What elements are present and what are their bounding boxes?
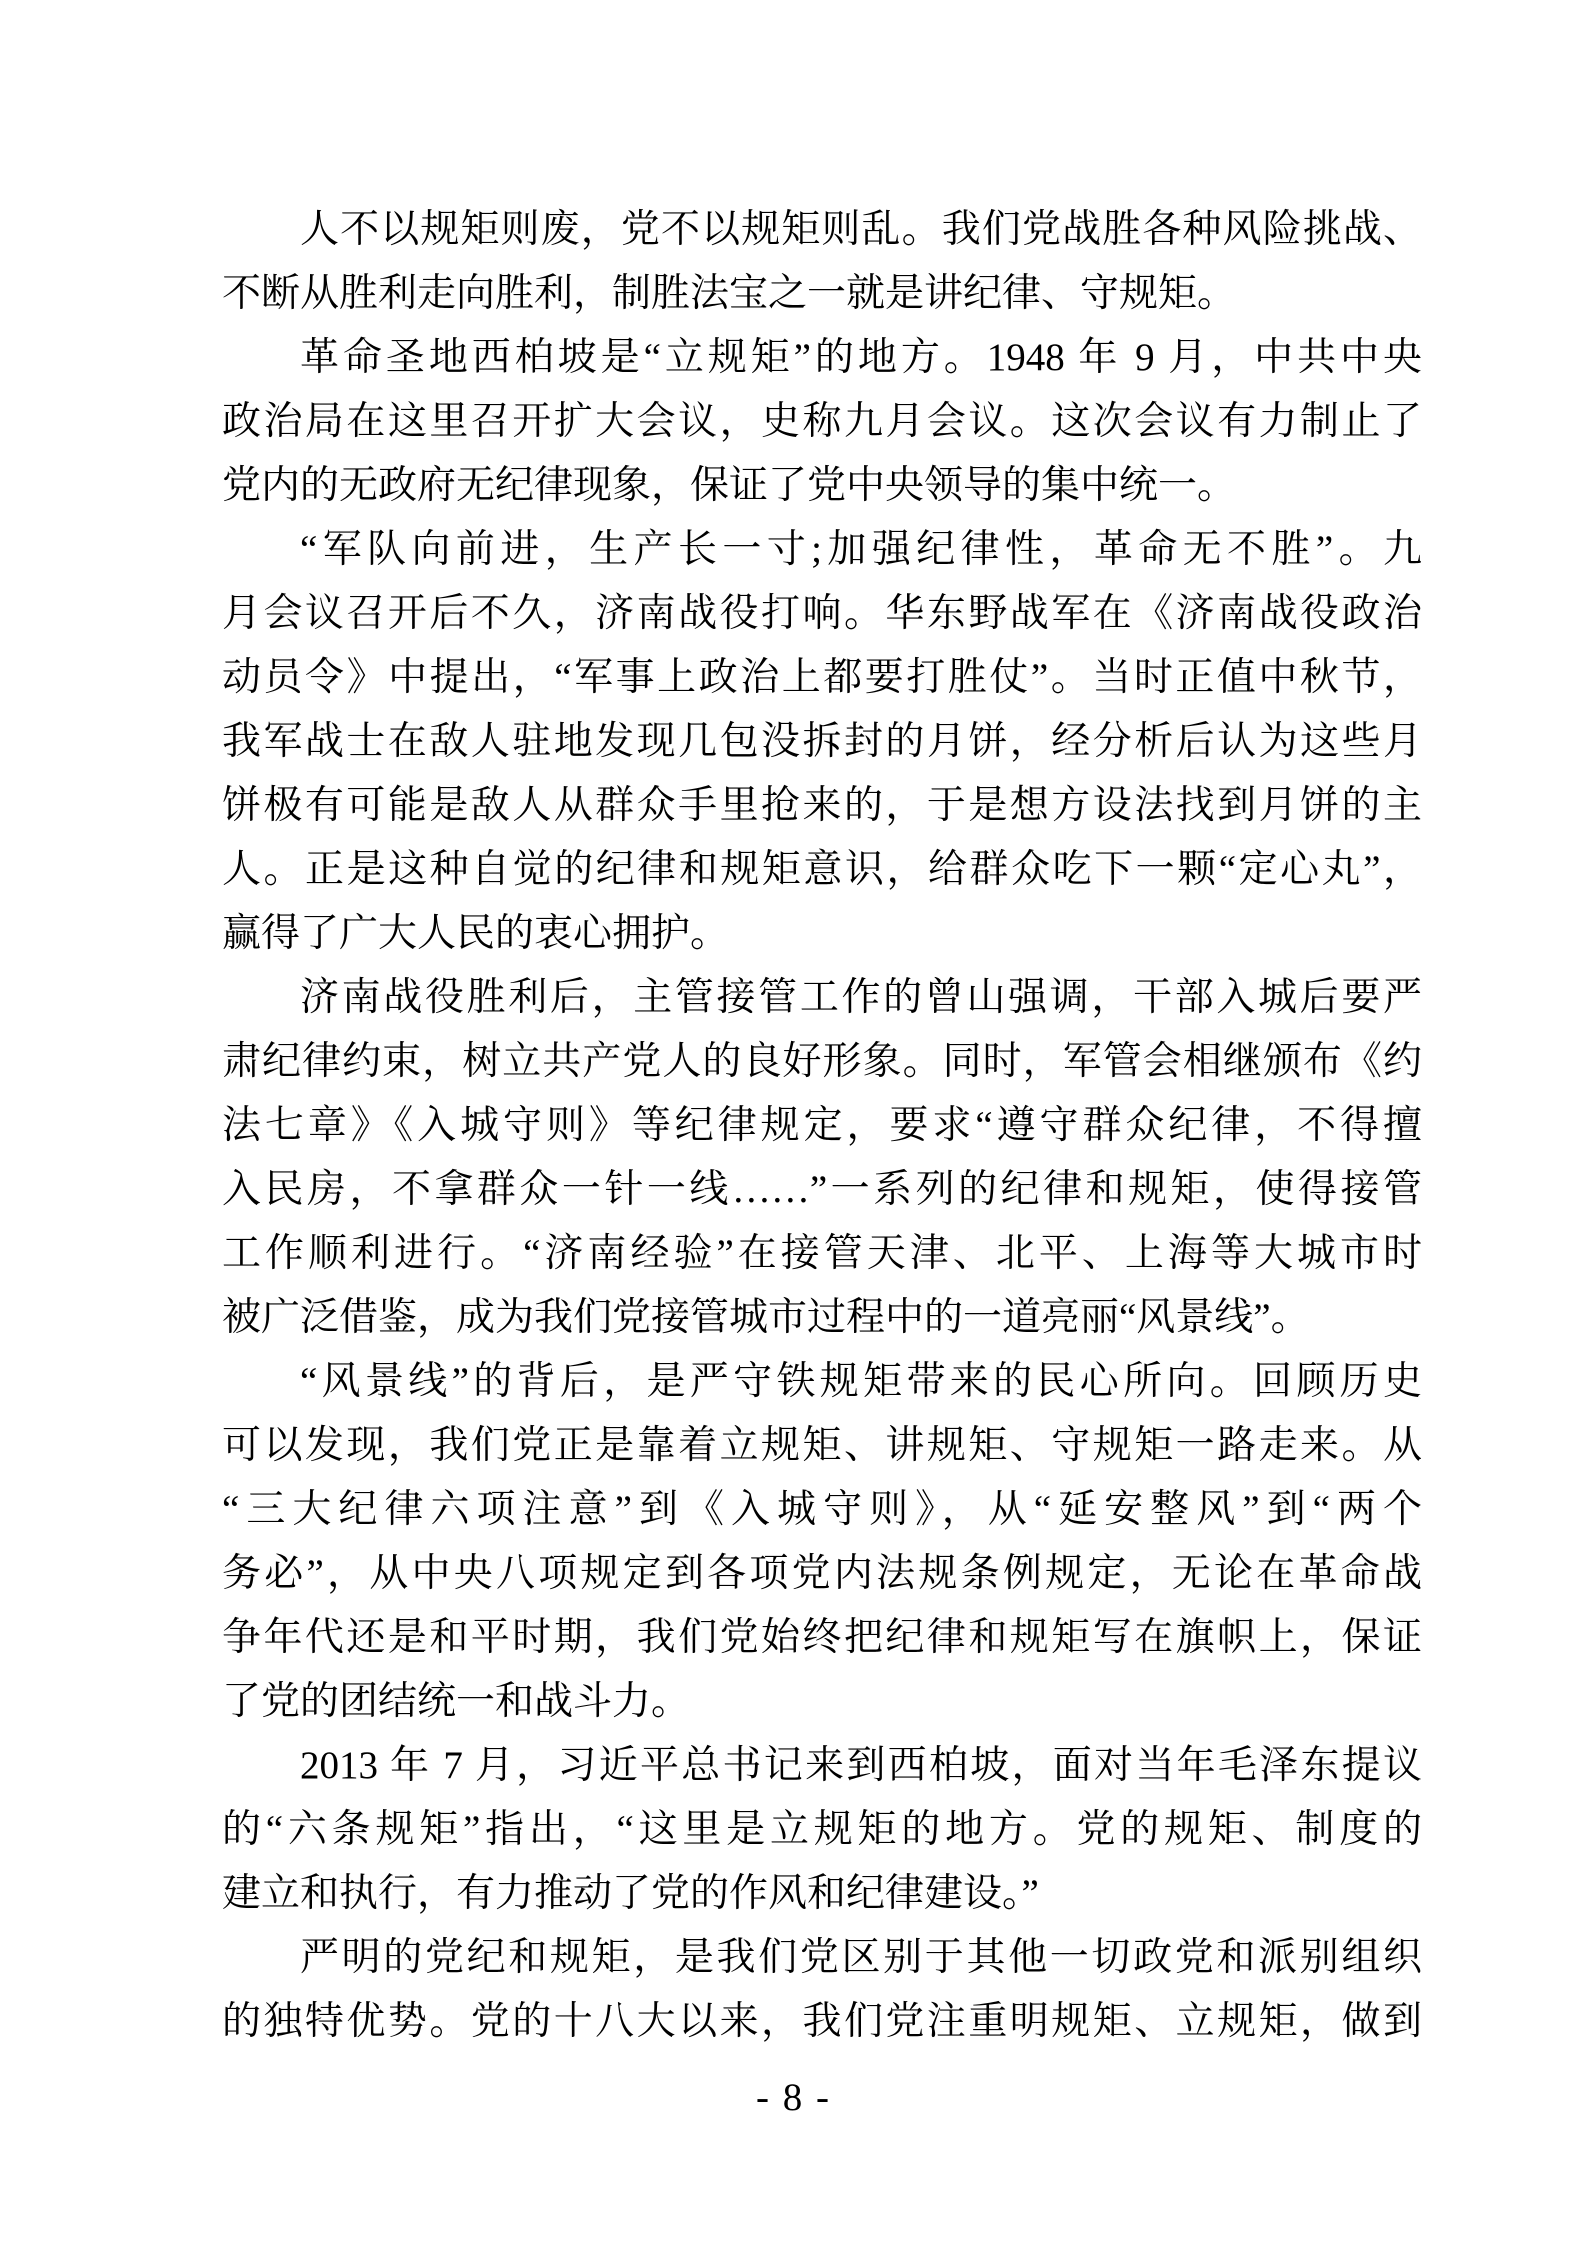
paragraph (222, 1734, 1422, 1926)
text-line: 严明的党纪和规矩，是我们党区别于其他一切政党和派别组织 (300, 1936, 1422, 1979)
paragraph (222, 326, 1422, 518)
text-line: 人。正是这种自觉的纪律和规矩意识，给群众吃下一颗“定心丸”， (222, 848, 1422, 891)
text-line: 党内的无政府无纪律现象，保证了党中央领导的集中统一。 (222, 464, 1237, 507)
text-line: 务必”，从中央八项规定到各项党内法规条例规定，无论在革命战 (222, 1552, 1422, 1595)
text-line: “风景线”的背后，是严守铁规矩带来的民心所向。回顾历史 (300, 1360, 1422, 1403)
text-line: 了党的团结统一和战斗力。 (222, 1680, 691, 1723)
text-line: 的独特优势。党的十八大以来，我们党注重明规矩、立规矩，做到 (222, 2000, 1422, 2043)
page-footer (0, 2072, 1587, 2124)
text-line: “军队向前进，生产长一寸;加强纪律性，革命无不胜”。九 (300, 528, 1422, 571)
text-line: 2013 年 7 月，习近平总书记来到西柏坡，面对当年毛泽东提议 (300, 1744, 1422, 1787)
paragraph (222, 518, 1422, 966)
text-line: 革命圣地西柏坡是“立规矩”的地方。1948 年 9 月，中共中央 (300, 336, 1422, 379)
text-line: 我军战士在敌人驻地发现几包没拆封的月饼，经分析后认为这些月 (222, 720, 1422, 763)
paragraph (222, 198, 1422, 326)
text-line: 肃纪律约束，树立共产党人的良好形象。同时，军管会相继颁布《约 (222, 1040, 1422, 1083)
text-line: 人不以规矩则废，党不以规矩则乱。我们党战胜各种风险挑战、 (300, 208, 1422, 251)
text-line: 建立和执行，有力推动了党的作风和纪律建设。” (222, 1872, 1039, 1915)
page-number: - 8 - (756, 2076, 831, 2119)
text-line: 济南战役胜利后，主管接管工作的曾山强调，干部入城后要严 (300, 976, 1422, 1019)
text-line: 入民房，不拿群众一针一线……”一系列的纪律和规矩，使得接管 (222, 1168, 1422, 1211)
text-line: 被广泛借鉴，成为我们党接管城市过程中的一道亮丽“风景线”。 (222, 1296, 1310, 1339)
paragraph (222, 1350, 1422, 1734)
text-line: 争年代还是和平时期，我们党始终把纪律和规矩写在旗帜上，保证 (222, 1616, 1422, 1659)
text-line: 饼极有可能是敌人从群众手里抢来的，于是想方设法找到月饼的主 (222, 784, 1422, 827)
text-line: 工作顺利进行。“济南经验”在接管天津、北平、上海等大城市时 (222, 1232, 1422, 1275)
text-line: 动员令》中提出，“军事上政治上都要打胜仗”。当时正值中秋节， (222, 656, 1422, 699)
text-line: 月会议召开后不久，济南战役打响。华东野战军在《济南战役政治 (222, 592, 1422, 635)
text-line: 的“六条规矩”指出，“这里是立规矩的地方。党的规矩、制度的 (222, 1808, 1422, 1851)
text-column (222, 198, 1422, 2054)
text-line: 可以发现，我们党正是靠着立规矩、讲规矩、守规矩一路走来。从 (222, 1424, 1422, 1467)
text-line: “三大纪律六项注意”到《入城守则》，从“延安整风”到“两个 (222, 1488, 1422, 1531)
text-line: 赢得了广大人民的衷心拥护。 (222, 912, 730, 955)
paragraph (222, 966, 1422, 1350)
paragraph (222, 1926, 1422, 2054)
text-line: 不断从胜利走向胜利，制胜法宝之一就是讲纪律、守规矩。 (222, 272, 1237, 315)
text-line: 法七章》《入城守则》等纪律规定，要求“遵守群众纪律，不得擅 (222, 1104, 1422, 1147)
text-line: 政治局在这里召开扩大会议，史称九月会议。这次会议有力制止了 (222, 400, 1422, 443)
